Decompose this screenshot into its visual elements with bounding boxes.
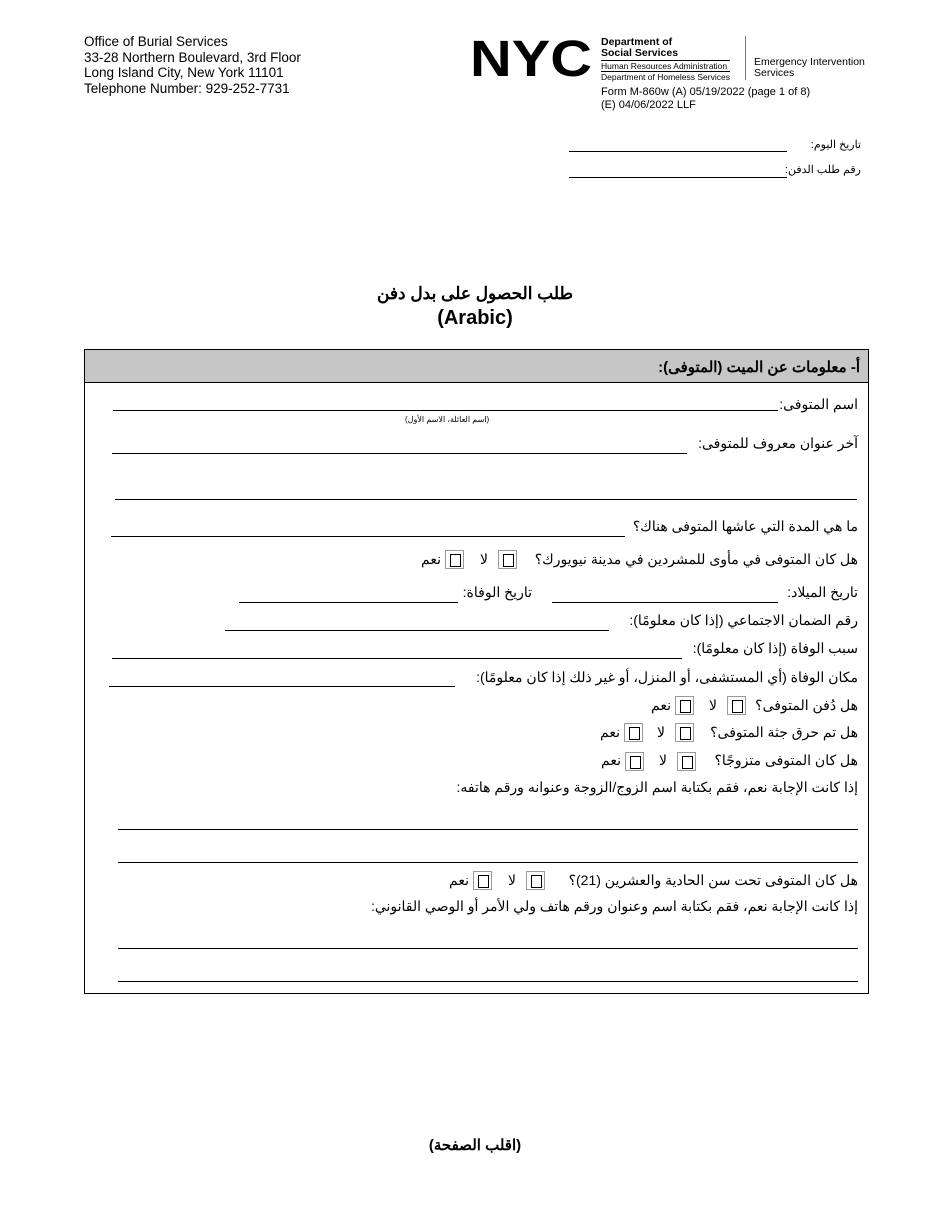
burial-request-number-label: رقم طلب الدفن:	[784, 164, 861, 176]
birth-date-field[interactable]	[552, 602, 778, 603]
married-no-checkbox[interactable]	[677, 752, 696, 771]
under-21-no-checkbox[interactable]	[526, 871, 545, 890]
cause-of-death-field[interactable]	[112, 658, 682, 659]
death-date-field[interactable]	[239, 602, 458, 603]
spouse-info-field-1[interactable]	[118, 829, 858, 830]
eis-line-2: Services	[754, 67, 795, 79]
last-address-field-2[interactable]	[115, 499, 857, 500]
nyc-logo-text: NYC	[470, 37, 592, 79]
cause-of-death-label: سبب الوفاة (إذا كان معلومًا):	[692, 640, 858, 656]
residence-duration-label: ما هي المدة التي عاشها المتوفى هناك؟	[632, 518, 858, 534]
buried-no-label: لا	[709, 697, 717, 713]
logo-divider	[745, 36, 746, 80]
today-date-label: تاريخ اليوم:	[810, 139, 861, 151]
guardian-info-field-1[interactable]	[118, 948, 858, 949]
dept-line-3: Human Resources Administration	[601, 61, 730, 72]
form-id-line-2: (E) 04/06/2022 LLF	[601, 98, 696, 111]
married-no-label: لا	[659, 752, 667, 768]
form-id-line-1: Form M-860w (A) 05/19/2022 (page 1 of 8)	[601, 86, 811, 98]
turn-page-note: (اقلب الصفحة)	[428, 1137, 522, 1154]
office-phone: Telephone Number: 929-252-7731	[84, 80, 290, 96]
last-address-field-1[interactable]	[112, 453, 687, 454]
spouse-info-instruction: إذا كانت الإجابة نعم، فقم بكتابة اسم الزوج/الزوجة وعنوانه ورقم هاتفه:	[456, 779, 858, 795]
married-yes-checkbox[interactable]	[625, 752, 644, 771]
buried-yes-label: نعم	[651, 697, 671, 713]
section-a-header	[85, 350, 868, 383]
birth-date-label: تاريخ الميلاد:	[787, 584, 858, 600]
shelter-yes-label: نعم	[421, 551, 441, 567]
married-yes-label: نعم	[601, 752, 621, 768]
residence-duration-field[interactable]	[111, 536, 625, 537]
office-name: Office of Burial Services	[84, 34, 228, 49]
cremated-no-checkbox[interactable]	[675, 723, 694, 742]
nyc-logo	[470, 37, 592, 79]
place-of-death-field[interactable]	[109, 686, 455, 687]
cremated-yes-checkbox[interactable]	[624, 723, 643, 742]
eis-line-1: Emergency Intervention	[754, 56, 865, 68]
place-of-death-label: مكان الوفاة (أي المستشفى، أو المنزل، أو غير ذلك إذا كان معلومًا):	[476, 669, 858, 685]
deceased-name-hint: (اسم العائلة، الاسم الأول)	[405, 415, 490, 424]
section-a-title: أ- معلومات عن الميت (المتوفى):	[658, 359, 860, 376]
today-date-field[interactable]	[569, 151, 787, 152]
form-title-arabic: طلب الحصول على بدل دفن	[376, 284, 574, 303]
office-street: 33-28 Northern Boulevard, 3rd Floor	[84, 49, 301, 65]
department-name	[601, 37, 730, 82]
spouse-info-field-2[interactable]	[118, 862, 858, 863]
last-address-label: آخر عنوان معروف للمتوفى:	[698, 435, 858, 451]
dept-line-1: Department of	[601, 36, 673, 48]
buried-yes-checkbox[interactable]	[675, 696, 694, 715]
agency-logo-block	[470, 36, 870, 80]
office-address-block	[84, 34, 301, 96]
eis-name	[754, 57, 865, 79]
cremated-no-label: لا	[657, 724, 665, 740]
under-21-yes-checkbox[interactable]	[473, 871, 492, 890]
ssn-field[interactable]	[225, 630, 609, 631]
cremated-question: هل تم حرق جثة المتوفى؟	[710, 724, 858, 740]
death-date-label: تاريخ الوفاة:	[462, 584, 532, 600]
office-city: Long Island City, New York 11101	[84, 65, 284, 80]
shelter-yes-checkbox[interactable]	[445, 550, 464, 569]
form-title-language: (Arabic)	[437, 307, 513, 329]
buried-no-checkbox[interactable]	[727, 696, 746, 715]
buried-question: هل دُفن المتوفى؟	[755, 697, 858, 713]
under-21-no-label: لا	[508, 872, 516, 888]
burial-request-number-field[interactable]	[569, 177, 787, 178]
guardian-info-field-2[interactable]	[118, 981, 858, 982]
deceased-name-field[interactable]	[113, 410, 778, 411]
under-21-yes-label: نعم	[449, 872, 469, 888]
dept-line-2: Social Services	[601, 48, 730, 61]
married-question: هل كان المتوفى متزوجًا؟	[714, 752, 858, 768]
dept-line-4: Department of Homeless Services	[601, 72, 730, 82]
shelter-no-checkbox[interactable]	[498, 550, 517, 569]
ssn-label: رقم الضمان الاجتماعي (إذا كان معلومًا):	[629, 612, 858, 628]
shelter-question: هل كان المتوفى في مأوى للمشردين في مدينة نيويورك؟	[534, 551, 858, 567]
form-identifier	[601, 86, 810, 111]
under-21-question: هل كان المتوفى تحت سن الحادية والعشرين (21)؟	[568, 872, 858, 888]
guardian-info-instruction: إذا كانت الإجابة نعم، فقم بكتابة اسم وعنوان ورقم هاتف ولي الأمر أو الوصي القانوني:	[370, 898, 858, 914]
cremated-yes-label: نعم	[600, 724, 620, 740]
shelter-no-label: لا	[480, 551, 488, 567]
deceased-name-label: اسم المتوفى:	[779, 396, 858, 412]
